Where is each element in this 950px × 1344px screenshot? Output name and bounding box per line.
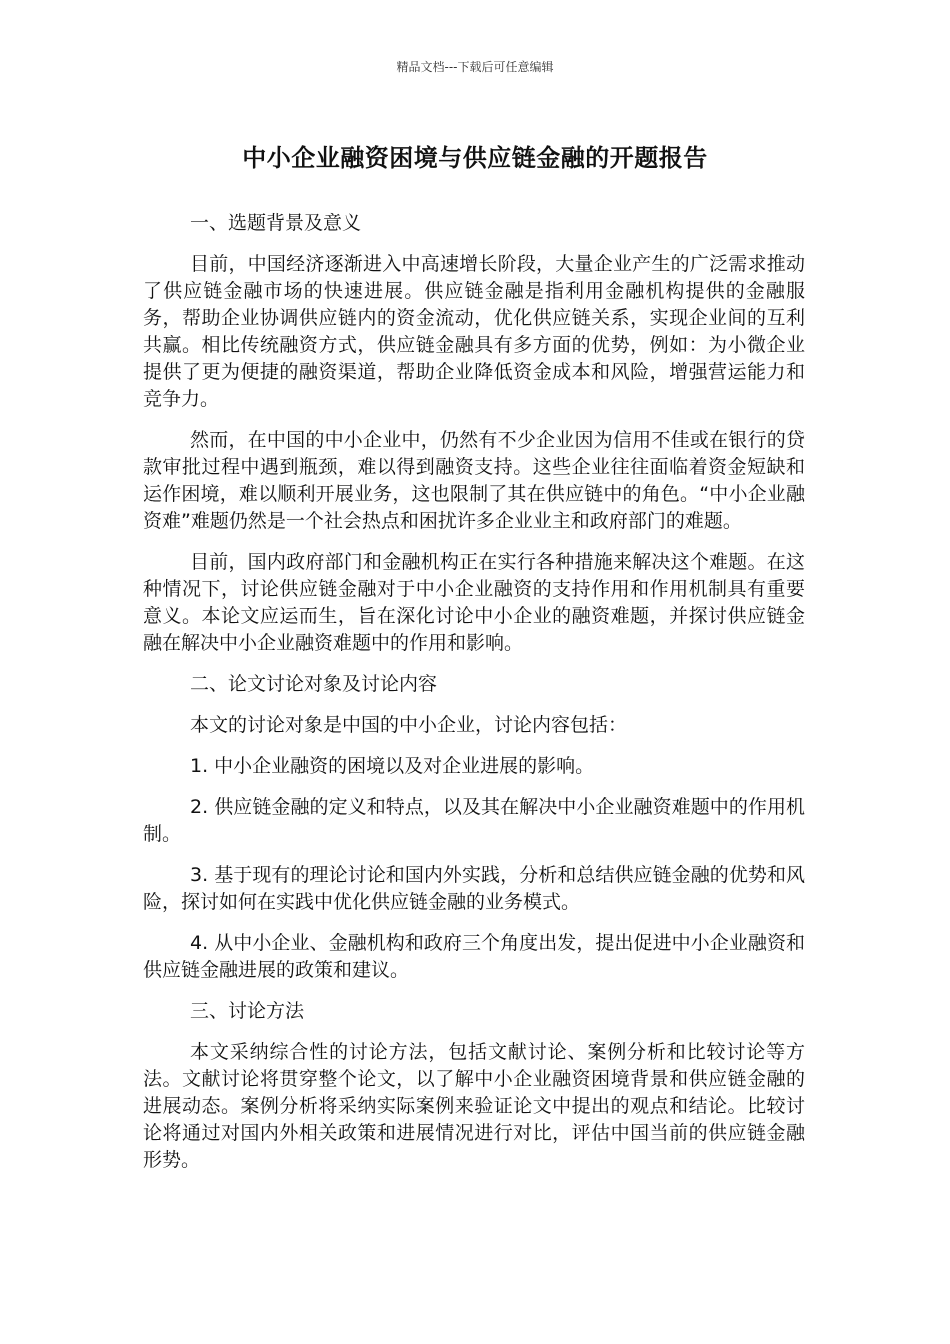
list-item: 2. 供应链金融的定义和特点，以及其在解决中小企业融资难题中的作用机制。 (143, 796, 805, 845)
section-heading: 一、选题背景及意义 (190, 212, 362, 234)
document-body (143, 210, 805, 1188)
paragraph: 本文的讨论对象是中国的中小企业，讨论内容包括： (190, 714, 628, 736)
paragraph: 本文采纳综合性的讨论方法，包括文献讨论、案例分析和比较讨论等方法。文献讨论将贯穿整个论文，以了解中小企业融资困境背景和供应链金融的进展动态。案例分析将采纳实际案例来验证论文中提出的观点和结论。比较讨论将通过对国内外相关政策和进展情况进行对比，评估中国当前的供应链金融形势。 (143, 1041, 805, 1171)
paragraph: 目前，中国经济逐渐进入中高速增长阶段，大量企业产生的广泛需求推动了供应链金融市场的快速进展。供应链金融是指利用金融机构提供的金融服务，帮助企业协调供应链内的资金流动，优化供应链关系，实现企业间的互利共赢。相比传统融资方式，供应链金融具有多方面的优势，例如：为小微企业提供了更为便捷的融资渠道，帮助企业降低资金成本和风险，增强营运能力和竞争力。 (143, 253, 805, 410)
paragraph: 然而，在中国的中小企业中，仍然有不少企业因为信用不佳或在银行的贷款审批过程中遇到瓶颈，难以得到融资支持。这些企业往往面临着资金短缺和运作困境，难以顺利开展业务，这也限制了其在供应链中的角色。“中小企业融资难”难题仍然是一个社会热点和困扰许多企业业主和政府部门的难题。 (143, 429, 805, 532)
section-heading: 三、讨论方法 (190, 1000, 305, 1022)
list-item: 1. 中小企业融资的困境以及对企业进展的影响。 (190, 755, 595, 777)
header-note: 精品文档---下载后可任意编辑 (396, 60, 554, 74)
document-title: 中小企业融资困境与供应链金融的开题报告 (242, 144, 708, 172)
section-heading: 二、论文讨论对象及讨论内容 (190, 673, 438, 695)
paragraph: 目前，国内政府部门和金融机构正在实行各种措施来解决这个难题。在这种情况下，讨论供应链金融对于中小企业融资的支持作用和作用机制具有重要意义。本论文应运而生，旨在深化讨论中小企业的融资难题，并探讨供应链金融在解决中小企业融资难题中的作用和影响。 (143, 551, 805, 654)
list-item: 3. 基于现有的理论讨论和国内外实践，分析和总结供应链金融的优势和风险，探讨如何在实践中优化供应链金融的业务模式。 (143, 864, 805, 913)
list-item: 4. 从中小企业、金融机构和政府三个角度出发，提出促进中小企业融资和供应链金融进展的政策和建议。 (143, 932, 805, 981)
